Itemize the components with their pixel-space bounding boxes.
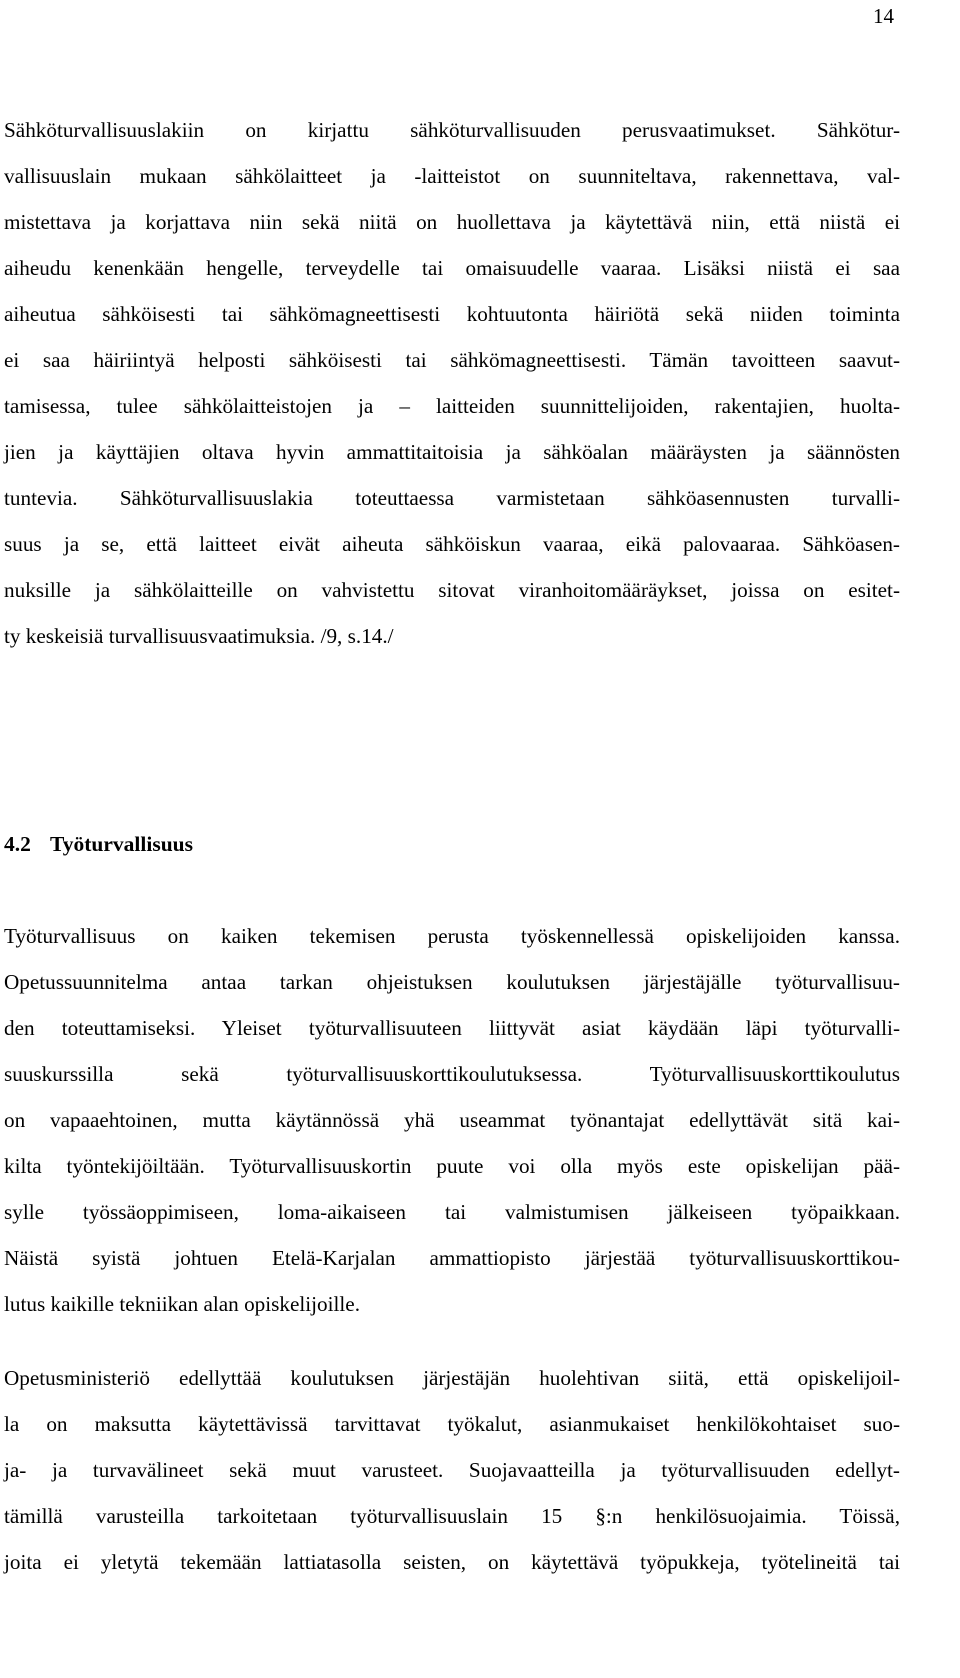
text-line: sylle työssäoppimiseen, loma-aikaiseen tai valmistumisen jälkeiseen työpaikkaan. [4,1200,900,1224]
text-line: kilta työntekijöiltään. Työturvallisuuskortin puute voi olla myös este opiskelijan pää- [4,1154,900,1178]
text-line: Sähköturvallisuuslakiin on kirjattu sähköturvallisuuden perusvaatimukset. Sähkötur- [4,118,900,142]
text-line: aiheudu kenenkään hengelle, terveydelle tai omaisuudelle vaaraa. Lisäksi niistä ei saa [4,256,900,280]
page-number: 14 [873,4,894,28]
text-line: ei saa häiriintyä helposti sähköisesti tai sähkömagneettisesti. Tämän tavoitteen saavut- [4,348,900,372]
section-title: Työturvallisuus [50,832,193,856]
paragraph-opetusministerio [4,1355,900,1585]
text-line: Näistä syistä johtuen Etelä-Karjalan ammattiopisto järjestää työturvallisuuskorttikou- [4,1246,900,1270]
text-line: Opetussuunnitelma antaa tarkan ohjeistuksen koulutuksen järjestäjälle työturvallisuu- [4,970,900,994]
text-line: vallisuuslain mukaan sähkölaitteet ja -laitteistot on suunniteltava, rakennettava, val- [4,164,900,188]
section-heading [4,824,193,864]
text-line: tamisessa, tulee sähkölaitteistojen ja – laitteiden suunnittelijoiden, rakentajien, huolta- [4,394,900,418]
text-line: suuskurssilla sekä työturvallisuuskorttikoulutuksessa. Työturvallisuuskorttikoulutus [4,1062,900,1086]
paragraph-tyoturvallisuus [4,913,900,1327]
text-line: Opetusministeriö edellyttää koulutuksen järjestäjän huolehtivan siitä, että opiskelijoil- [4,1366,900,1390]
text-line: la on maksutta käytettävissä tarvittavat työkalut, asianmukaiset henkilökohtaiset suo- [4,1412,900,1436]
section-number: 4.2 [4,832,31,856]
text-line: joita ei yletytä tekemään lattiatasolla seisten, on käytettävä työpukkeja, työtelineitä tai [4,1550,900,1574]
text-line: ja- ja turvavälineet sekä muut varusteet. Suojavaatteilla ja työturvallisuuden edellyt- [4,1458,900,1482]
text-line: on vapaaehtoinen, mutta käytännössä yhä useammat työnantajat edellyttävät sitä kai- [4,1108,900,1132]
text-line: nuksille ja sähkölaitteille on vahvistettu sitovat viranhoitomääräykset, joissa on esitet- [4,578,900,602]
text-line: Työturvallisuus on kaiken tekemisen perusta työskennellessä opiskelijoiden kanssa. [4,924,900,948]
text-line: mistettava ja korjattava niin sekä niitä on huollettava ja käytettävä niin, että niistä ei [4,210,900,234]
text-line: ty keskeisiä turvallisuusvaatimuksia. /9, s.14./ [4,624,394,648]
text-line: lutus kaikille tekniikan alan opiskelijoille. [4,1292,360,1316]
text-line: jien ja käyttäjien oltava hyvin ammattitaitoisia ja sähköalan määräysten ja säännösten [4,440,900,464]
text-line: tuntevia. Sähköturvallisuuslakia toteuttaessa varmistetaan sähköasennusten turvalli- [4,486,900,510]
text-line: aiheutua sähköisesti tai sähkömagneettisesti kohtuutonta häiriötä sekä niiden toiminta [4,302,900,326]
paragraph-sahkoturvallisuus [4,107,900,659]
text-line: tämillä varusteilla tarkoitetaan työturvallisuuslain 15 §:n henkilösuojaimia. Töissä, [4,1504,900,1528]
text-line: den toteuttamiseksi. Yleiset työturvallisuuteen liittyvät asiat käydään läpi työturvalli- [4,1016,900,1040]
text-line: suus ja se, että laitteet eivät aiheuta sähköiskun vaaraa, eikä palovaaraa. Sähköasen- [4,532,900,556]
